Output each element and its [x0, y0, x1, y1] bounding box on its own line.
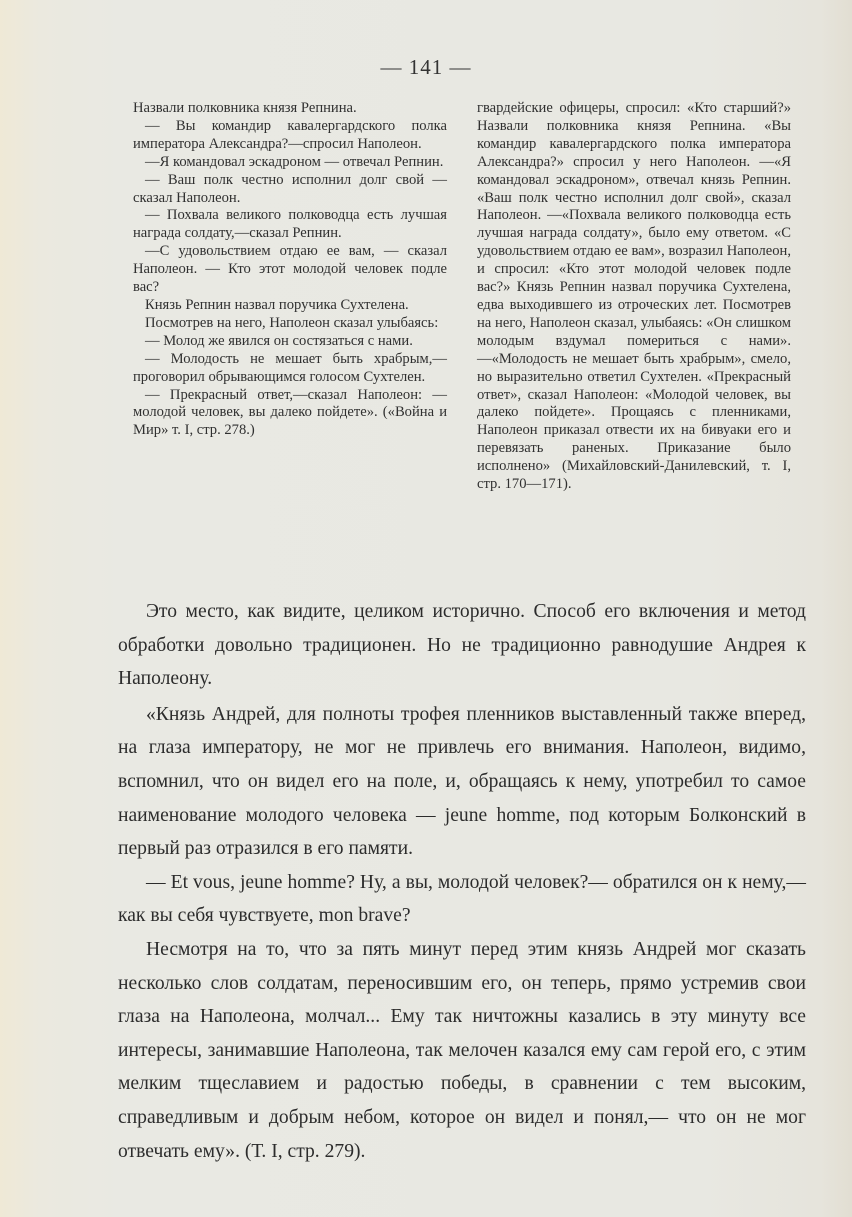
- two-column-comparison: [133, 100, 791, 494]
- body-paragraph-quote: «Князь Андрей, для полноты трофея пленников выставленный также вперед, на глаза императору, не мог не привлечь его внимания. Наполеон, видимо, вспомнил, что он видел его на поле, и, обращаясь к нему, употребил то самое наименование молодого человека — jeune homme, под которым Болконский в первый раз отразился в его памяти.: [118, 703, 806, 860]
- main-body-text: [118, 595, 806, 1168]
- left-paragraph: — Молодость не мешает быть храбрым,—проговорил обрывающимся голосом Сухтелен.: [133, 350, 447, 385]
- left-column-tolstoy-excerpt: [133, 100, 447, 494]
- left-paragraph: — Похвала великого полководца есть лучшая награда солдату,—сказал Репнин.: [133, 207, 447, 242]
- body-paragraph: Это место, как видите, целиком исторично. Способ его включения и метод обработки довольно традиционен. Но не традиционно равнодушие Андрея к Наполеону.: [118, 601, 806, 690]
- page-number: — 141 —: [380, 55, 472, 79]
- right-paragraph: гвардейские офицеры, спросил: «Кто старший?» Назвали полковника князя Репнина. «Вы командир кавалергардского полка императора Александра?» спросил у него Наполеон. —«Я командовал эскадроном», отвечал князь Репнин. «Ваш полк честно исполнил долг свой», сказал Наполеон. —«Похвала великого полководца есть лучшая награда солдату», было ему ответом. «С удовольствием отдаю ее вам», возразил Наполеон, и спросил: «Кто этот молодой человек подле вас?» Князь Репнин назвал поручика Сухтелена, едва выходившего из отроческих лет. Посмотрев на него, Наполеон сказал, улыбаясь: «Он слишком молодым вздумал помериться с нами».—«Молодость не мешает быть храбрым», смело, но выразительно ответил Сухтелен. «Прекрасный ответ», сказал Наполеон: «Молодой человек, вы далеко пойдете». Прощаясь с пленниками, Наполеон приказал отвести их на бивуаки его и перевязать раненых. Приказание было исполнено» (Михайловский-Данилевский, т. I, стр. 170—171).: [477, 100, 791, 493]
- left-paragraph: — Вы командир кавалергардского полка императора Александра?—спросил Наполеон.: [133, 117, 447, 152]
- left-paragraph: —С удовольствием отдаю ее вам, — сказал Наполеон. — Кто этот молодой человек подле вас?: [133, 243, 447, 296]
- left-paragraph: — Ваш полк честно исполнил долг свой — сказал Наполеон.: [133, 171, 447, 206]
- body-paragraph: Несмотря на то, что за пять минут перед этим князь Андрей мог сказать несколько слов солдатам, переносившим его, он теперь, прямо устремив свои глаза на Наполеона, молчал... Ему так ничтожны казались в эту минуту все интересы, занимавшие Наполеона, так мелочен казался ему сам герой его, с этим мелким тщеславием и радостью победы, в сравнении с тем высоким, справедливым и добрым небом, которое он видел и понял,— что он не мог отвечать ему». (Т. I, стр. 279).: [118, 938, 806, 1162]
- left-paragraph: — Прекрасный ответ,—сказал Наполеон: — молодой человек, вы далеко пойдете». («Война и Мир» т. I, стр. 278.): [133, 386, 447, 439]
- left-paragraph: Назвали полковника князя Репнина.: [133, 100, 357, 116]
- right-column-historical-source: [477, 100, 791, 494]
- left-paragraph: — Молод же явился он состязаться с нами.: [145, 332, 413, 349]
- body-paragraph-dialogue: — Et vous, jeune homme? Ну, а вы, молодой человек?— обратился он к нему,— как вы себя чувствуете, mon brave?: [118, 871, 806, 927]
- left-paragraph: Посмотрев на него, Наполеон сказал улыбаясь:: [145, 314, 439, 331]
- left-paragraph: Князь Репнин назвал поручика Сухтелена.: [145, 296, 409, 313]
- left-paragraph: —Я командовал эскадроном — отвечал Репнин.: [145, 153, 444, 170]
